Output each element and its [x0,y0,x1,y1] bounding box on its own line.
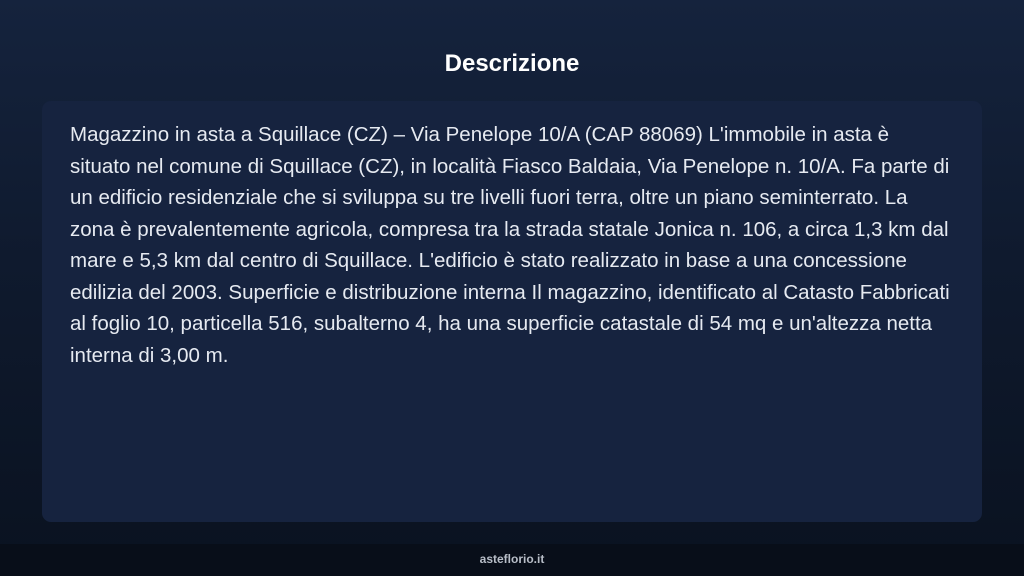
footer-site-label: asteflorio.it [479,552,545,566]
description-card [42,101,982,522]
footer-bar [0,544,1024,576]
description-text: Magazzino in asta a Squillace (CZ) – Via Penelope 10/A (CAP 88069) L'immobile in asta è situato nel comune di Squillace (CZ), in località Fiasco Baldaia, Via Penelope n. 10/A. Fa parte di un edificio residenziale che si sviluppa su tre livelli fuori terra, oltre un piano seminterrato. La zona è prevalentemente agricola, compresa tra la strada statale Jonica n. 106, a circa 1,3 km dal mare e 5,3 km dal centro di Squillace. L'edificio è stato realizzato in base a una concessione edilizia del 2003. Superficie e distribuzione interna Il magazzino, identificato al Catasto Fabbricati al foglio 10, particella 516, subalterno 4, ha una superficie catastale di 54 mq e un'altezza netta interna di 3,00 m. [70,123,950,367]
page-title: Descrizione [444,50,580,77]
